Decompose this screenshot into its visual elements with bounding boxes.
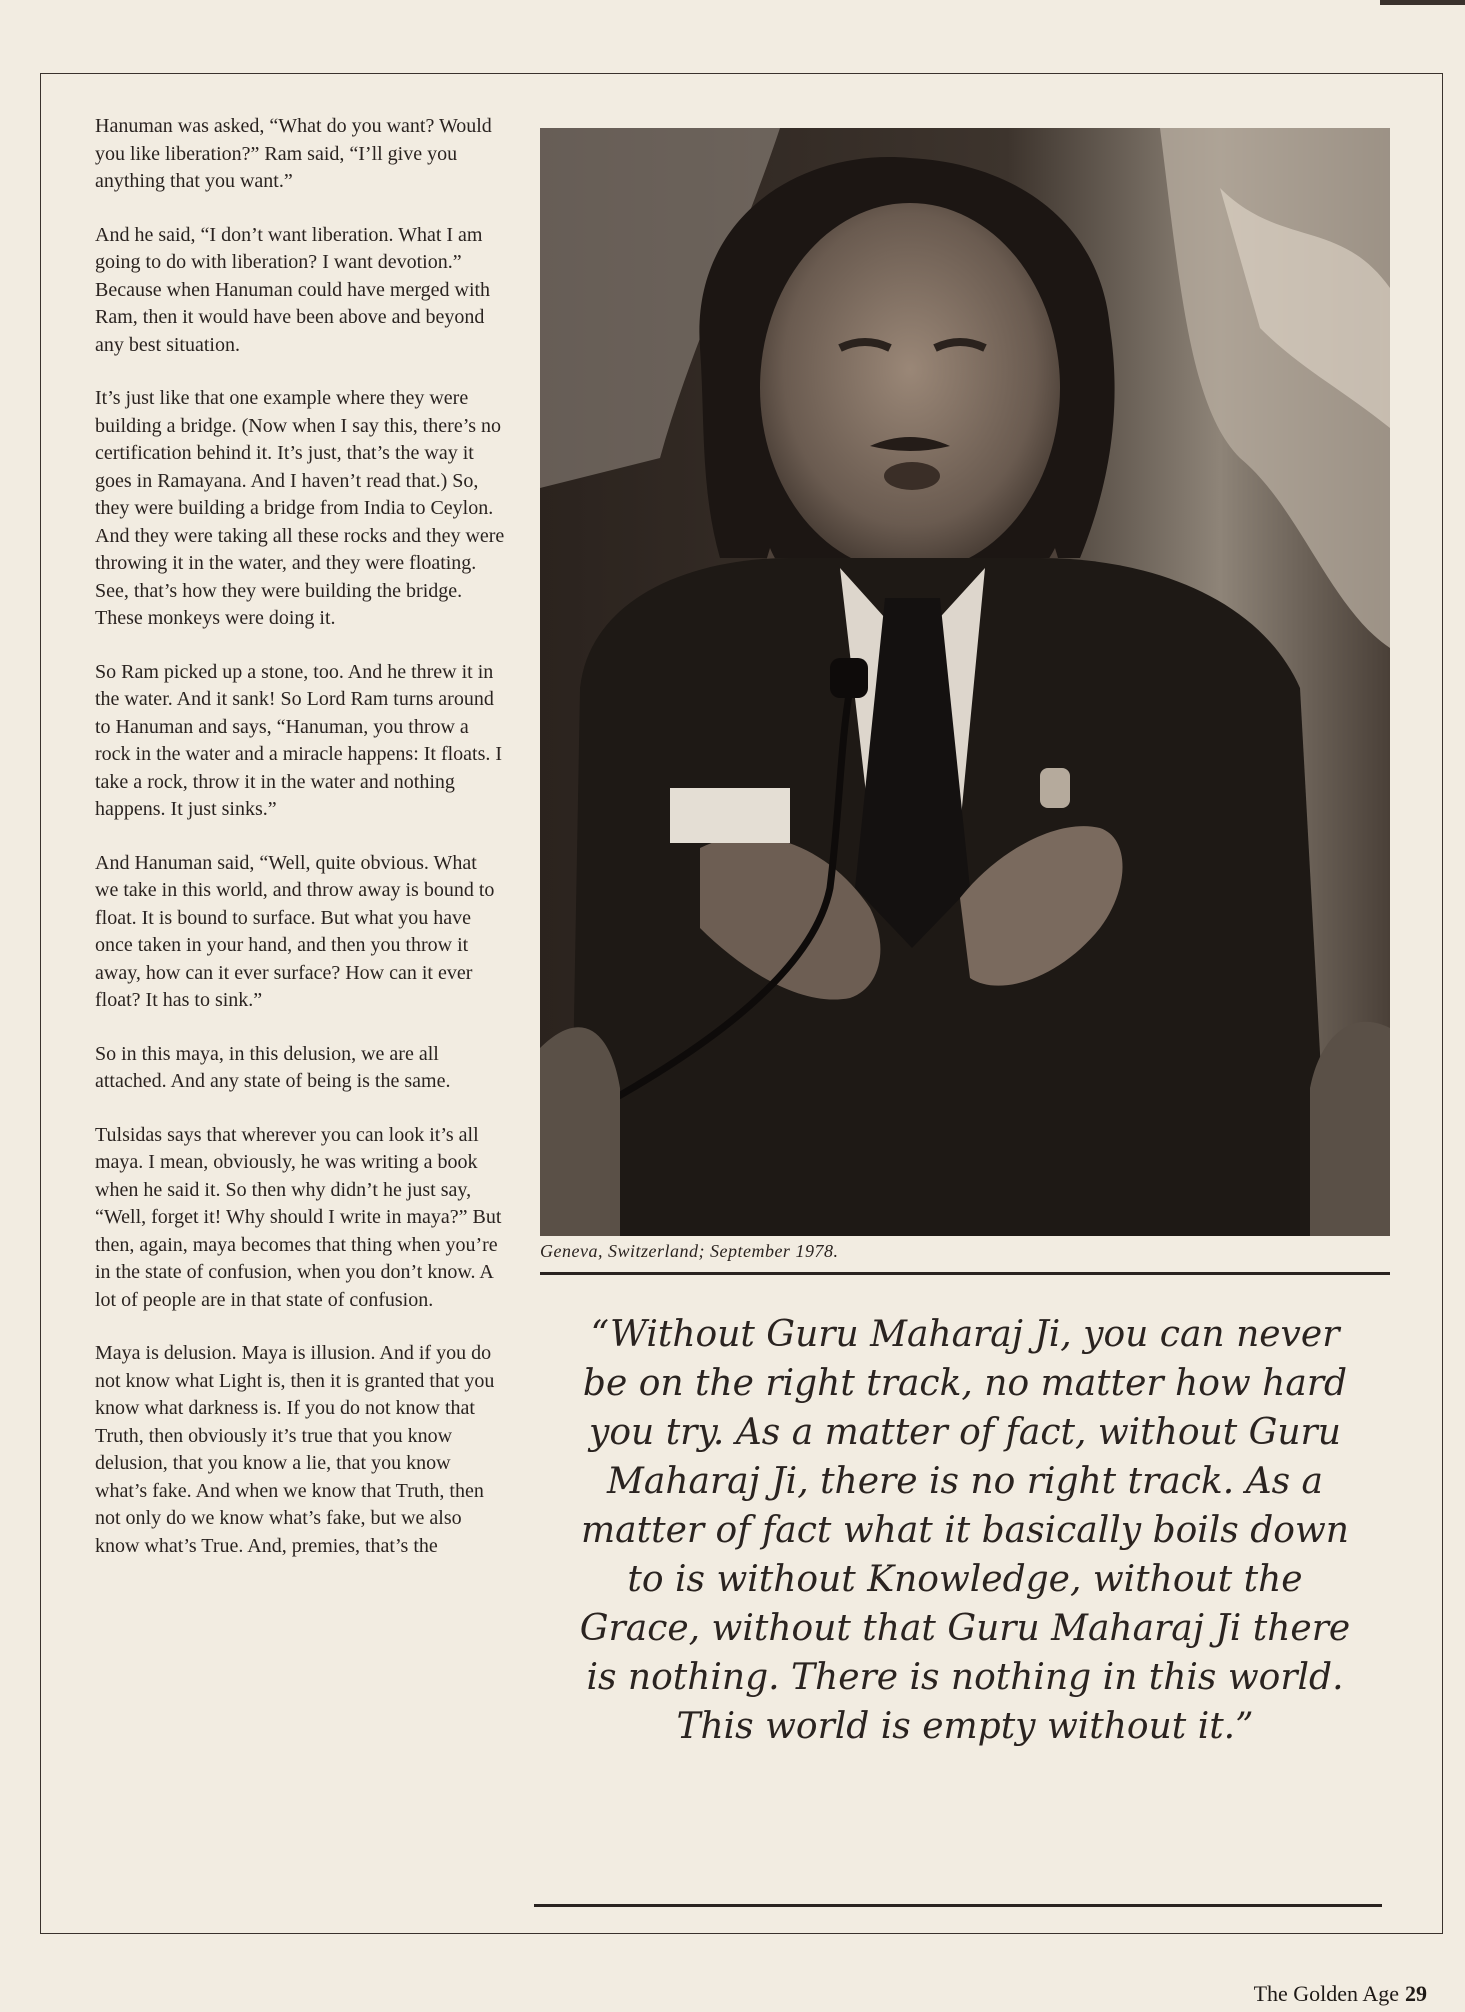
caption-rule bbox=[540, 1272, 1390, 1275]
publication-name: The Golden Age bbox=[1253, 1981, 1399, 2006]
paragraph: It’s just like that one example where they were building a bridge. (Now when I say this, there’s no certification behind it. It’s just, that’s the way it goes in Ramayana. And I haven’t read that.) So, they were building a bridge from India to Ceylon. And they were taking all these rocks and they were throwing it in the water, and they were floating. See, that’s how they were building the bridge. These monkeys were doing it. bbox=[95, 387, 505, 629]
quote-rule bbox=[534, 1904, 1382, 1907]
article-column bbox=[95, 113, 505, 1586]
paragraph: So in this maya, in this delusion, we are all attached. And any state of being is the same. bbox=[95, 1042, 451, 1092]
portrait-illustration bbox=[540, 128, 1390, 1236]
top-edge-mark bbox=[1380, 0, 1465, 5]
page-number: 29 bbox=[1405, 1981, 1427, 2006]
paragraph: Maya is delusion. Maya is illusion. And if you do not know what Light is, then it is granted that you know what darkness is. If you do not know that Truth, then obviously it’s true that you know delusion, that you know a lie, that you know what’s fake. And when we know that Truth, then not only do we know what’s fake, but we also know what’s True. And, premies, that’s the bbox=[95, 1342, 495, 1557]
paragraph: And Hanuman said, “Well, quite obvious. What we take in this world, and throw away is bound to float. It is bound to surface. But what you have once taken in your hand, and then you throw it away, how can it ever surface? How can it ever float? It has to sink.” bbox=[95, 851, 495, 1011]
page-footer bbox=[1254, 1981, 1427, 2007]
paragraph: So Ram picked up a stone, too. And he threw it in the water. And it sank! So Lord Ram turns around to Hanuman and says, “Hanuman, you throw a rock in the water and a miracle happens: It floats. I take a rock, throw it in the water and nothing happens. It just sinks.” bbox=[95, 660, 503, 820]
paragraph: Tulsidas says that wherever you can look it’s all maya. I mean, obviously, he was writing a book when he said it. So then why didn’t he just say, “Well, forget it! Why should I write in maya?” But then, again, maya becomes that thing when you’re in the state of confusion, when you don’t know. A lot of people are in that state of confusion. bbox=[95, 1123, 502, 1311]
portrait-photo bbox=[540, 128, 1390, 1236]
paragraph: Hanuman was asked, “What do you want? Would you like liberation?” Ram said, “I’ll give you anything that you want.” bbox=[95, 115, 492, 192]
photo-caption: Geneva, Switzerland; September 1978. bbox=[540, 1241, 839, 1261]
paragraph: And he said, “I don’t want liberation. What I am going to do with liberation? I want devotion.” Because when Hanuman could have merged with Ram, then it would have been above and beyond any best situation. bbox=[95, 223, 491, 356]
pull-quote: “Without Guru Maharaj Ji, you can never be on the right track, no matter how hard you try. As a matter of fact, without Guru Maharaj Ji, there is no right track. As a matter of fact what it basically boils down to is without Knowledge, without the Grace, without that Guru Maharaj Ji there is nothing. There is nothing in this world. This world is empty without it.” bbox=[579, 1314, 1351, 1747]
